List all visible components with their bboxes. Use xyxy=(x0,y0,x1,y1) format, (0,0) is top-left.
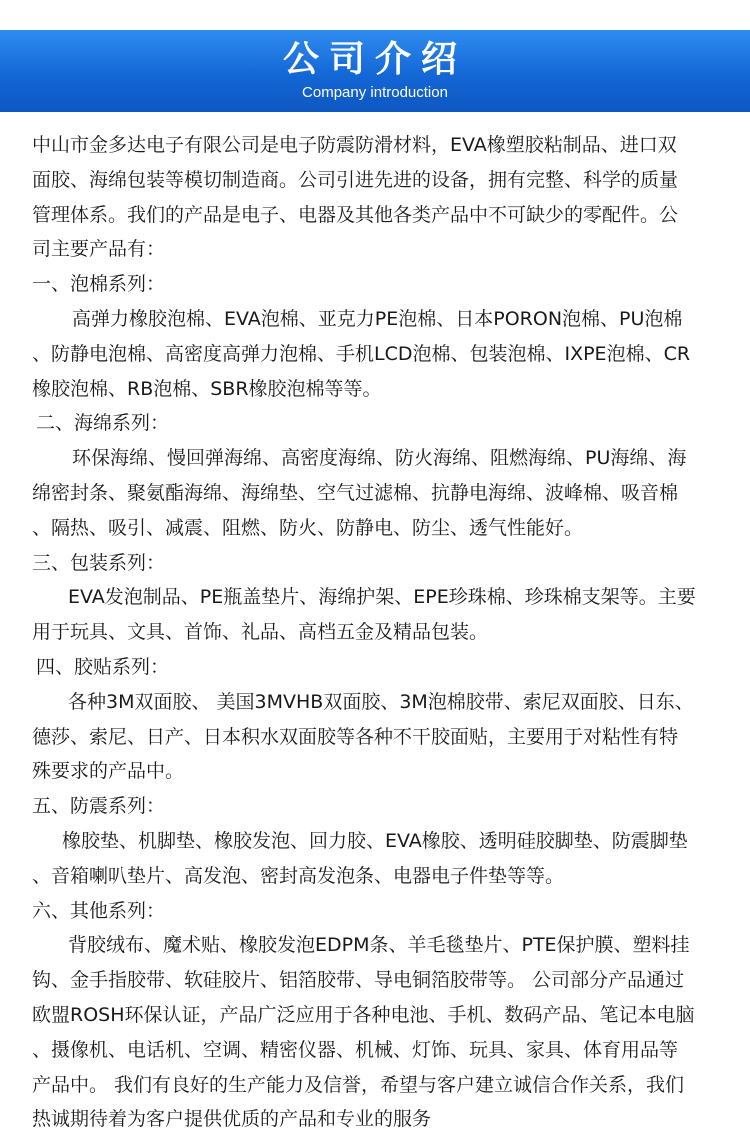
section-heading-sponge: 二、海绵系列： xyxy=(36,412,170,435)
text-line: 司主要产品有： xyxy=(32,238,166,261)
header-banner xyxy=(0,30,750,112)
text-line: 、音箱喇叭垫片、高发泡、密封高发泡条、电器电子件垫等等。 xyxy=(32,864,565,887)
intro-text xyxy=(32,128,722,1137)
text-line: 橡胶垫、机脚垫、橡胶发泡、回力胶、EVA橡胶、透明硅胶脚垫、防震脚垫 xyxy=(62,829,688,852)
section-heading-foam: 一、泡棉系列： xyxy=(32,273,166,296)
text-line: 、防静电泡棉、高密度高弹力泡棉、手机LCD泡棉、包装泡棉、IXPE泡棉、CR xyxy=(32,342,691,365)
text-line: 钩、金手指胶带、软硅胶片、铝箔胶带、导电铜箔胶带等。 公司部分产品通过 xyxy=(32,969,685,992)
text-line: 背胶绒布、魔术贴、橡胶发泡EDPM条、羊毛毯垫片、PTE保护膜、塑料挂 xyxy=(68,934,690,957)
text-line: 、摄像机、电话机、空调、精密仪器、机械、灯饰、玩具、家具、体育用品等 xyxy=(32,1038,679,1061)
text-line: 高弹力橡胶泡棉、EVA泡棉、亚克力PE泡棉、日本PORON泡棉、PU泡棉 xyxy=(72,307,683,330)
text-line: 各种3M双面胶、 美国3MVHB双面胶、3M泡棉胶带、索尼双面胶、日东、 xyxy=(68,690,694,713)
text-line: 热诚期待着为客户提供优质的产品和专业的服务 xyxy=(32,1108,432,1131)
text-line: 绵密封条、聚氨酯海绵、海绵垫、空气过滤棉、抗静电海绵、波峰棉、吸音棉 xyxy=(32,481,679,504)
text-line: 产品中。 我们有良好的生产能力及信誉，希望与客户建立诚信合作关系，我们 xyxy=(32,1073,685,1096)
section-heading-shockproof: 五、防震系列： xyxy=(32,795,166,818)
text-line: 中山市金多达电子有限公司是电子防震防滑材料，EVA橡塑胶粘制品、进口双 xyxy=(32,134,677,156)
page-subtitle: Company introduction xyxy=(302,84,448,101)
section-heading-packaging: 三、包装系列： xyxy=(32,551,166,574)
text-line: 德莎、索尼、日产、日本积水双面胶等各种不干胶面贴，主要用于对粘性有特 xyxy=(32,725,679,748)
section-heading-tape: 四、胶贴系列： xyxy=(36,655,170,678)
page-title: 公司介绍 xyxy=(282,39,467,80)
text-line: 管理体系。我们的产品是电子、电器及其他各类产品中不可缺少的零配件。公 xyxy=(32,203,679,226)
text-line: 殊要求的产品中。 xyxy=(32,760,185,783)
text-line: 环保海绵、慢回弹海绵、高密度海绵、防火海绵、阻燃海绵、PU海绵、海 xyxy=(72,447,687,470)
text-line: 欧盟ROSH环保认证，产品广泛应用于各种电池、手机、数码产品、笔记本电脑 xyxy=(32,1003,695,1026)
text-line: 、隔热、吸引、减震、阻燃、防火、防静电、防尘、透气性能好。 xyxy=(32,516,584,539)
section-heading-other: 六、其他系列： xyxy=(32,899,166,922)
text-line: 用于玩具、文具、首饰、礼品、高档五金及精品包装。 xyxy=(32,621,489,644)
text-line: 面胶、海绵包装等模切制造商。公司引进先进的设备，拥有完整、科学的质量 xyxy=(32,168,679,191)
text-line: EVA发泡制品、PE瓶盖垫片、海绵护架、EPE珍珠棉、珍珠棉支架等。主要 xyxy=(68,586,696,609)
text-line: 橡胶泡棉、RB泡棉、SBR橡胶泡棉等等。 xyxy=(32,377,382,400)
